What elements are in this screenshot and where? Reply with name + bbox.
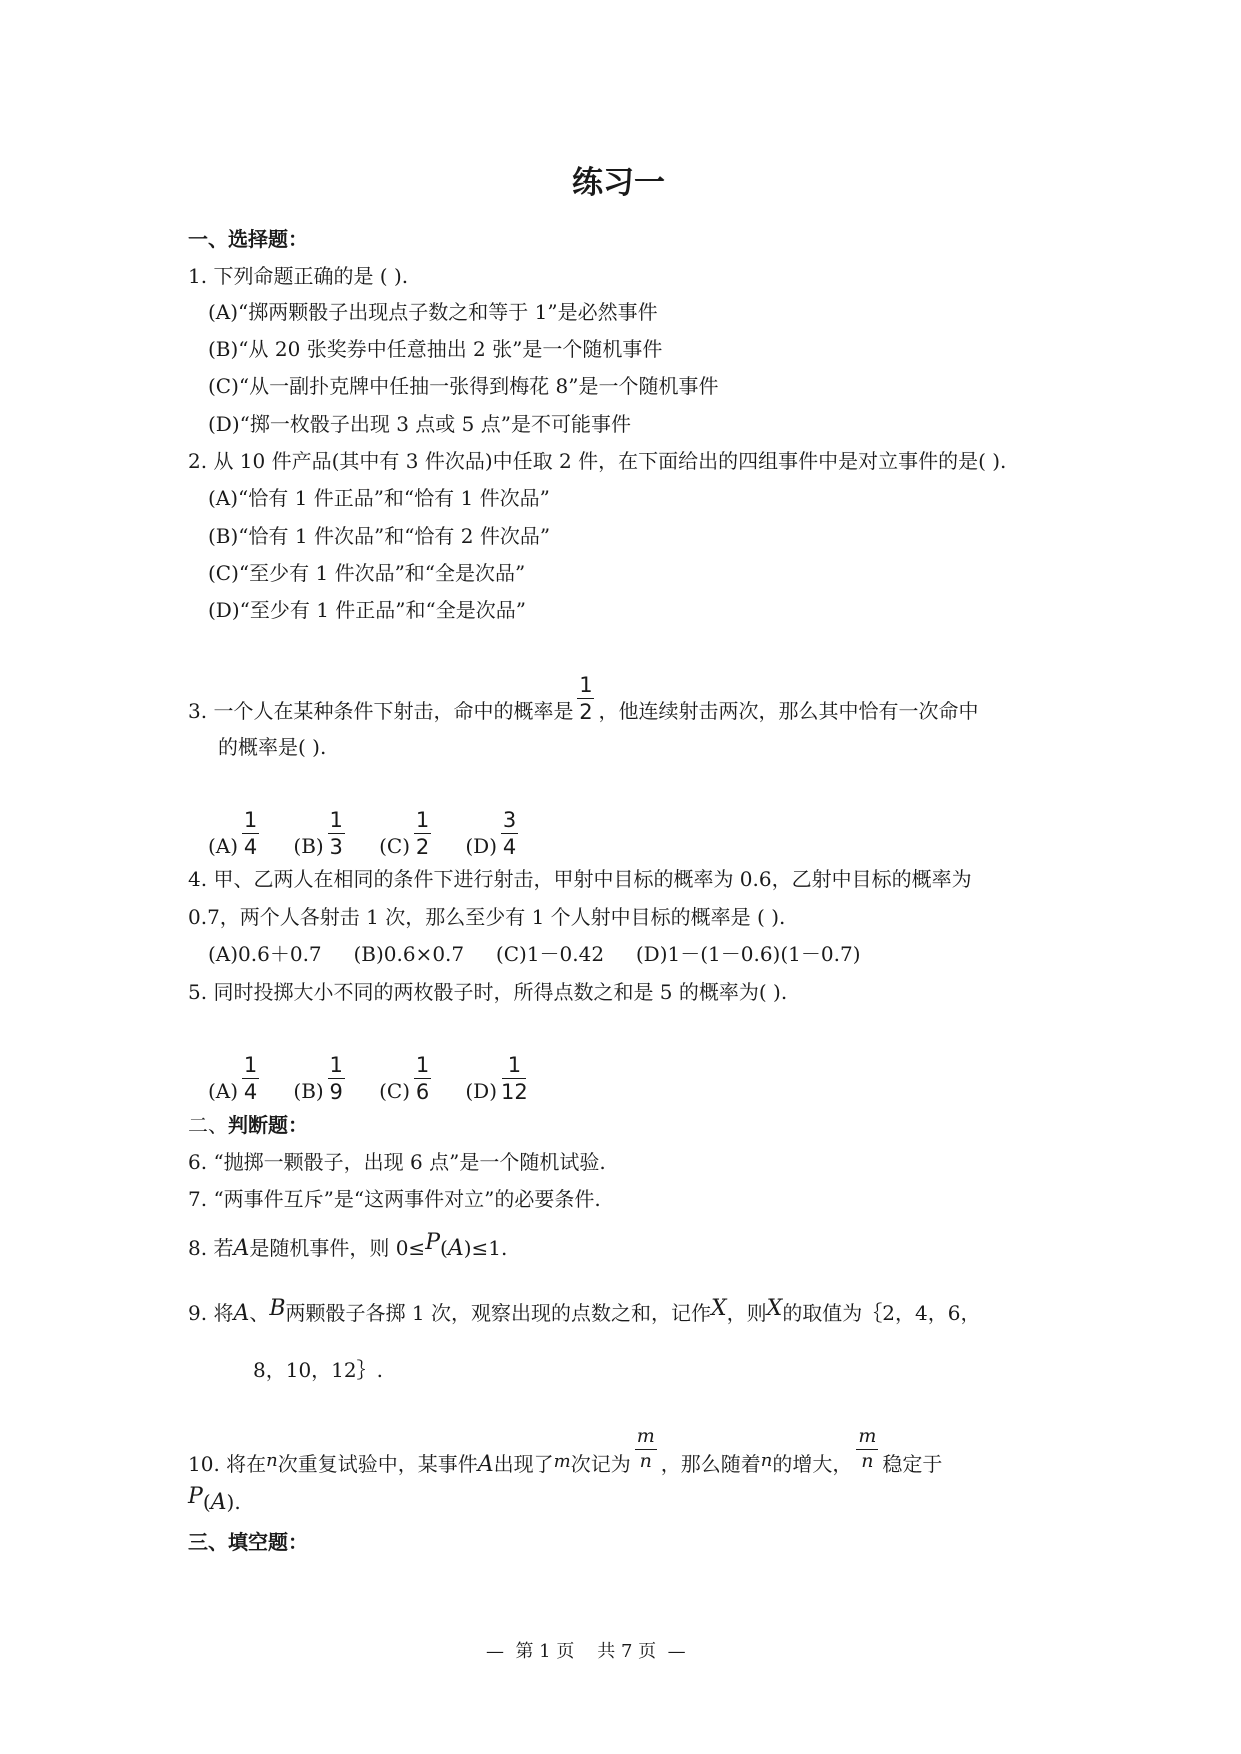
question-7: 7. “两事件互斥”是“这两事件对立”的必要条件.	[188, 1187, 601, 1211]
fraction-m-over-n: $\frac{m}{n}$	[636, 1425, 655, 1472]
question-2-option-c: (C)“至少有 1 件次品”和“全是次品”	[208, 561, 526, 585]
question-3-option-b: (B) $\frac{1}{3}$	[293, 808, 343, 860]
question-8: 8. 若A是随机事件，则 0≤P(A)≤1.	[188, 1230, 508, 1261]
question-5-stem: 5. 同时投掷大小不同的两枚骰子时，所得点数之和是 5 的概率为( ).	[188, 980, 788, 1004]
question-5-options	[208, 1053, 556, 1117]
question-9-line-2: 8，10，12｝.	[253, 1358, 383, 1382]
page-title: 练习一	[572, 165, 665, 201]
question-1-option-a: (A)“掷两颗骰子出现点子数之和等于 1”是必然事件	[208, 300, 658, 324]
question-5-option-c: (C) $\frac{1}{6}$	[379, 1053, 430, 1105]
question-10-line-1: 10. 将在n次重复试验中，某事件A出现了m次记为 $\frac{m}{n}$ ，那么随着n的增大， $\frac{m}{n}$ 稳定于	[188, 1425, 943, 1477]
question-6: 6. “抛掷一颗骰子，出现 6 点”是一个随机试验.	[188, 1150, 606, 1174]
question-1-option-b: (B)“从 20 张奖券中任意抽出 2 张”是一个随机事件	[208, 337, 663, 361]
question-3-option-c: (C) $\frac{1}{2}$	[379, 808, 430, 860]
section-heading-choice: 一、选择题：	[188, 227, 308, 251]
question-3-option-a: (A) $\frac{1}{4}$	[208, 808, 258, 860]
question-10-line-2: P(A).	[188, 1484, 241, 1515]
fraction-one-half: $\frac{1}{2}$	[579, 673, 593, 725]
question-3-option-d: (D) $\frac{3}{4}$	[465, 808, 517, 860]
question-3-options	[208, 808, 546, 872]
question-4-line-1: 4. 甲、乙两人在相同的条件下进行射击，甲射中目标的概率为 0.6，乙射中目标的概率为	[188, 867, 972, 891]
question-4-options: (A)0.6＋0.7 (B)0.6×0.7 (C)1－0.42 (D)1－(1－0.6)(1－0.7)	[208, 942, 861, 966]
section-heading-judgement: 二、判断题：	[188, 1113, 308, 1137]
fraction-m-over-n-2: $\frac{m}{n}$	[858, 1425, 877, 1472]
question-4-line-2: 0.7，两个人各射击 1 次，那么至少有 1 个人射中目标的概率是 ( ).	[188, 905, 786, 929]
page-footer: — 第 1 页 共 7 页 —	[486, 1641, 686, 1662]
question-3-pre: 3. 一个人在某种条件下射击，命中的概率是	[188, 699, 574, 724]
question-5-option-a: (A) $\frac{1}{4}$	[208, 1053, 258, 1105]
question-5-option-d: (D) $\frac{1}{12}$	[465, 1053, 528, 1105]
question-3-post: ，他连续射击两次，那么其中恰有一次命中	[598, 699, 979, 724]
question-3-line-1	[188, 673, 979, 737]
question-2-stem: 2. 从 10 件产品(其中有 3 件次品)中任取 2 件，在下面给出的四组事件中是对立事件的是( ).	[188, 449, 1007, 473]
question-2-option-b: (B)“恰有 1 件次品”和“恰有 2 件次品”	[208, 524, 551, 548]
question-9-line-1: 9. 将A、B两颗骰子各掷 1 次，观察出现的点数之和，记作X，则X的取值为｛2，4，6，	[188, 1296, 981, 1326]
question-3-line-2: 的概率是( ).	[218, 735, 327, 759]
question-2-option-d: (D)“至少有 1 件正品”和“全是次品”	[208, 598, 526, 622]
question-1-option-c: (C)“从一副扑克牌中任抽一张得到梅花 8”是一个随机事件	[208, 374, 719, 398]
question-5-option-b: (B) $\frac{1}{9}$	[293, 1053, 343, 1105]
section-heading-fill-in: 三、填空题：	[188, 1530, 308, 1554]
question-1-stem: 1. 下列命题正确的是 ( ).	[188, 264, 409, 288]
question-1-option-d: (D)“掷一枚骰子出现 3 点或 5 点”是不可能事件	[208, 412, 631, 436]
question-2-option-a: (A)“恰有 1 件正品”和“恰有 1 件次品”	[208, 486, 550, 510]
